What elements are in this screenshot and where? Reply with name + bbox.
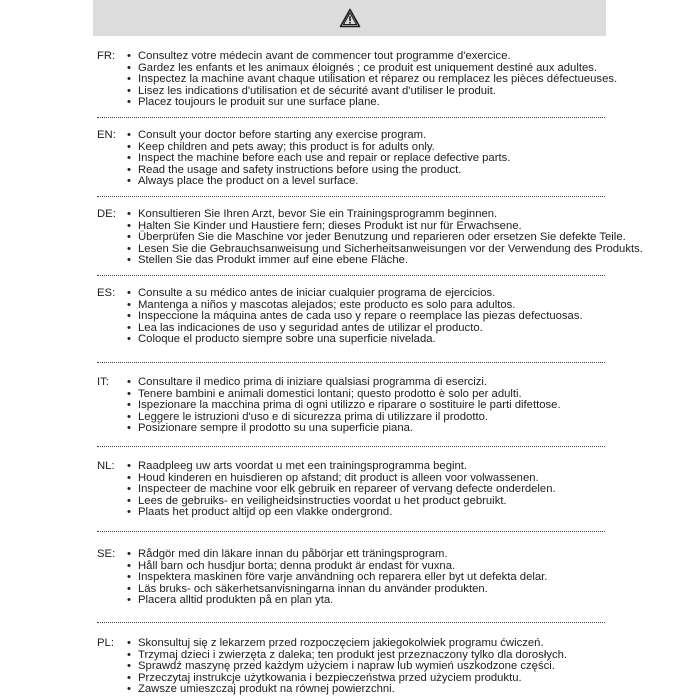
warning-header [93, 0, 606, 36]
list-item: • Lea las indicaciones de uso y seguridad antes de utilizar el producto. [127, 321, 483, 334]
list-item: • Überprüfen Sie die Maschine vor jeder Benutzung und reparieren oder ersetzen Sie defekte Teile. [127, 231, 626, 244]
section-divider [97, 622, 605, 623]
list-item: • Inspectez la machine avant chaque utilisation et réparez ou remplacez les pièces défectueuses. [127, 73, 618, 86]
list-item: PL: • Skonsultuj się z lekarzem przed rozpoczęciem jakiegokolwiek programu ćwiczeń. [97, 637, 544, 649]
list-item: • Gardez les enfants et les animaux éloignés ; ce produit est uniquement destiné aux adultes. [127, 61, 598, 74]
list-item: • Inspect the machine before each use and repair or replace defective parts. [127, 152, 511, 165]
list-item: • Inspektera maskinen före varje användning och reparera eller byt ut defekta delar. [127, 571, 548, 584]
list-item: • Coloque el producto siempre sobre una superficie nivelada. [127, 333, 436, 346]
section-divider [97, 275, 605, 276]
language-code: FR: [97, 50, 116, 62]
section-divider [97, 117, 605, 118]
list-item: • Trzymaj dzieci i zwierzęta z daleka; ten produkt jest przeznaczony tylko dla dorosłych. [127, 648, 568, 661]
list-item: • Ispezionare la macchina prima di ogni utilizzo e riparare o sostituire le parti difettose. [127, 399, 561, 412]
list-item: • Houd kinderen en huisdieren op afstand; dit product is alleen voor volwassenen. [127, 471, 539, 484]
list-item: • Placera alltid produkten på en plan yta. [127, 594, 334, 607]
list-item: • Halten Sie Kinder und Haustiere fern; dieses Produkt ist nur für Erwachsene. [127, 219, 522, 232]
section-de [97, 208, 643, 267]
language-code: PL: [97, 637, 114, 649]
list-item: • Inspecteer de machine voor elk gebruik en repareer of vervang defecte onderdelen. [127, 483, 556, 496]
section-nl [97, 461, 605, 519]
section-divider [97, 362, 605, 363]
list-item: SE: • Rådgör med din läkare innan du påbörjar ett träningsprogram. [97, 548, 448, 560]
language-code: DE: [97, 208, 116, 220]
section-es [97, 288, 605, 346]
section-fr [97, 50, 618, 109]
list-item: • Always place the product on a level surface. [127, 175, 359, 188]
list-item: • Inspeccione la máquina antes de cada uso y repare o reemplace las piezas defectuosas. [127, 310, 583, 323]
section-divider [97, 446, 605, 447]
language-code: ES: [97, 287, 116, 299]
warning-triangle-icon [339, 8, 361, 28]
list-item: • Lisez les indications d'utilisation et de sécurité avant d'utiliser le produit. [127, 84, 496, 97]
section-divider [97, 531, 605, 532]
list-item: • Read the usage and safety instructions before using the product. [127, 163, 462, 176]
section-se [97, 549, 605, 607]
list-item: • Przeczytaj instrukcje użytkowania i bezpieczeństwa przed użyciem produktu. [127, 671, 522, 684]
list-item: • Leggere le istruzioni d'uso e di sicurezza prima di utilizzare il prodotto. [127, 410, 489, 423]
list-item: FR: • Consultez votre médecin avant de commencer tout programme d'exercice. [97, 50, 511, 62]
language-code: IT: [97, 376, 109, 388]
list-item: • Plaats het product altijd op een vlakke ondergrond. [127, 506, 393, 519]
list-item: • Läs bruks- och säkerhetsanvisningarna innan du använder produkten. [127, 582, 488, 595]
list-item: • Stellen Sie das Produkt immer auf eine ebene Fläche. [127, 254, 409, 267]
section-it [97, 377, 605, 435]
list-item: • Mantenga a niños y mascotas alejados; este producto es solo para adultos. [127, 298, 516, 311]
section-divider [97, 196, 605, 197]
list-item: DE: • Konsultieren Sie Ihren Arzt, bevor Sie ein Trainingsprogramm beginnen. [97, 208, 498, 220]
language-code: SE: [97, 548, 116, 560]
list-item: • Lees de gebruiks- en veiligheidsinstructies voordat u het product gebruikt. [127, 494, 507, 507]
section-en [97, 130, 605, 188]
language-code: EN: [97, 129, 116, 141]
list-item: • Sprawdź maszynę przed każdym użyciem i napraw lub wymień uszkodzone części. [127, 660, 555, 673]
language-code: NL: [97, 460, 115, 472]
list-item: EN: • Consult your doctor before starting any exercise program. [97, 129, 427, 141]
list-item: • Keep children and pets away; this product is for adults only. [127, 140, 435, 153]
list-item: NL: • Raadpleeg uw arts voordat u met een trainingsprogramma begint. [97, 460, 468, 472]
list-item: • Tenere bambini e animali domestici lontani; questo prodotto è solo per adulti. [127, 387, 522, 400]
list-item: • Placez toujours le produit sur une surface plane. [127, 96, 380, 109]
list-item: IT: • Consultare il medico prima di iniziare qualsiasi programma di esercizi. [97, 376, 488, 388]
list-item: • Zawsze umieszczaj produkt na równej powierzchni. [127, 683, 395, 696]
list-item: • Posizionare sempre il prodotto su una superficie piana. [127, 422, 414, 435]
section-pl [97, 638, 605, 696]
list-item: • Håll barn och husdjur borta; denna produkt är endast för vuxna. [127, 559, 456, 572]
list-item: • Lesen Sie die Gebrauchsanweisung und Sicherheitsanweisungen vor der Verwendung des Produkts. [127, 242, 643, 255]
list-item: ES: • Consulte a su médico antes de iniciar cualquier programa de ejercicios. [97, 287, 496, 299]
